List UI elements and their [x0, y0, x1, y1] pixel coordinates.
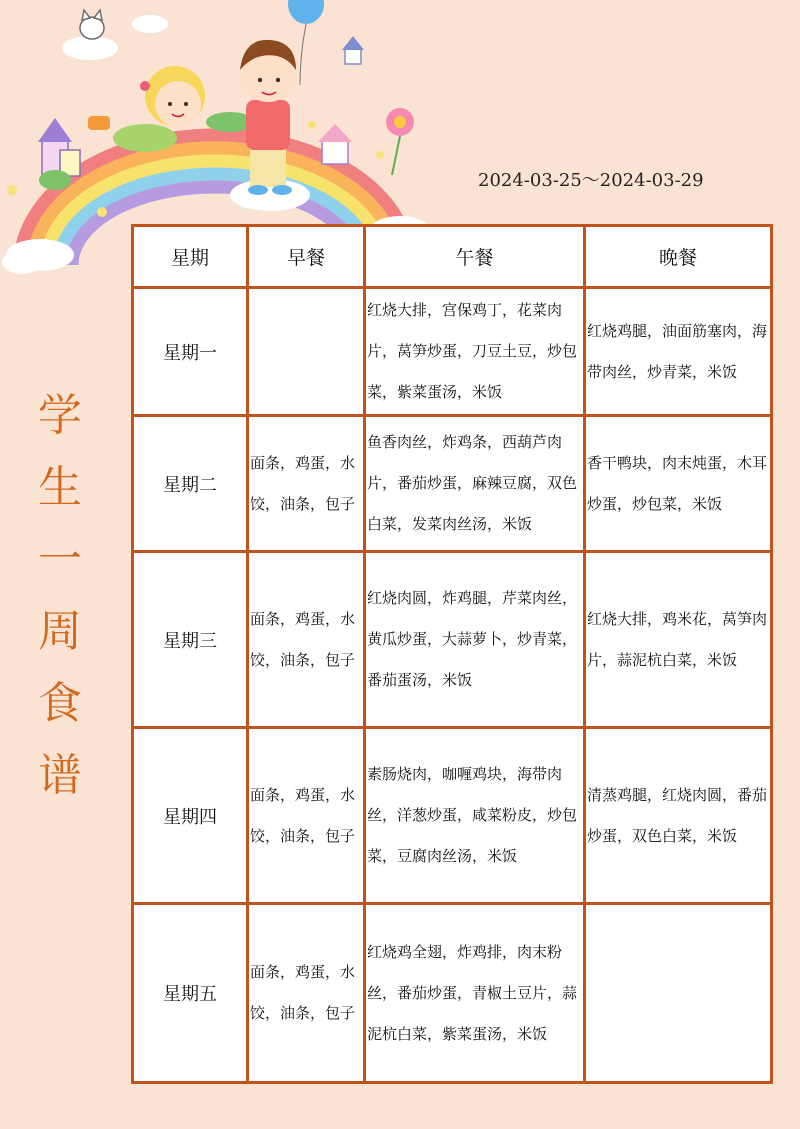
title-char: 食	[38, 678, 82, 729]
breakfast-cell	[248, 288, 365, 416]
date-range: 2024-03-25～2024-03-29	[478, 170, 704, 191]
cat	[80, 10, 104, 39]
lunch-cell: 红烧大排，宫保鸡丁，花菜肉片，莴笋炒蛋，刀豆土豆，炒包菜，紫菜蛋汤，米饭	[365, 288, 585, 416]
dinner-cell: 红烧大排，鸡米花，莴笋肉片，蒜泥杭白菜，米饭	[585, 552, 772, 728]
dinner-cell	[585, 904, 772, 1083]
lunch-cell: 红烧鸡全翅，炸鸡排，肉末粉丝，番茄炒蛋，青椒土豆片，蒜泥杭白菜，紫菜蛋汤，米饭	[365, 904, 585, 1083]
flower-big	[386, 108, 414, 175]
day-cell: 星期一	[133, 288, 248, 416]
breakfast-cell: 面条，鸡蛋，水饺，油条，包子	[248, 552, 365, 728]
title-char: 一	[38, 534, 82, 585]
table-row	[133, 728, 772, 904]
lunch-cell: 红烧肉圆，炸鸡腿，芹菜肉丝，黄瓜炒蛋，大蒜萝卜，炒青菜，番茄蛋汤，米饭	[365, 552, 585, 728]
breakfast-cell: 面条，鸡蛋，水饺，油条，包子	[248, 416, 365, 552]
breakfast-cell: 面条，鸡蛋，水饺，油条，包子	[248, 904, 365, 1083]
header-lunch: 午餐	[365, 226, 585, 288]
house-right	[318, 36, 364, 164]
header-dinner: 晚餐	[585, 226, 772, 288]
dinner-cell: 清蒸鸡腿，红烧肉圆，番茄炒蛋，双色白菜，米饭	[585, 728, 772, 904]
title-char: 周	[38, 606, 82, 657]
day-cell: 星期三	[133, 552, 248, 728]
table-row	[133, 416, 772, 552]
table-row	[133, 552, 772, 728]
dinner-cell: 香干鸭块，肉末炖蛋，木耳炒蛋，炒包菜，米饭	[585, 416, 772, 552]
dinner-cell: 红烧鸡腿，油面筋塞肉，海带肉丝，炒青菜，米饭	[585, 288, 772, 416]
table-row	[133, 904, 772, 1083]
lunch-cell: 鱼香肉丝，炸鸡条，西葫芦肉片，番茄炒蛋，麻辣豆腐，双色白菜，发菜肉丝汤，米饭	[365, 416, 585, 552]
title-char: 学	[38, 390, 82, 441]
title-char: 谱	[38, 750, 82, 801]
lunch-cell: 素肠烧肉，咖喱鸡块，海带肉丝，洋葱炒蛋，咸菜粉皮，炒包菜，豆腐肉丝汤，米饭	[365, 728, 585, 904]
day-cell: 星期二	[133, 416, 248, 552]
day-cell: 星期五	[133, 904, 248, 1083]
breakfast-cell: 面条，鸡蛋，水饺，油条，包子	[248, 728, 365, 904]
header-row	[133, 226, 772, 288]
vertical-title	[30, 380, 90, 812]
header-day: 星期	[133, 226, 248, 288]
house-left	[38, 118, 80, 176]
day-cell: 星期四	[133, 728, 248, 904]
weekly-menu-table	[131, 224, 773, 1084]
title-char: 生	[38, 462, 82, 513]
table-row	[133, 288, 772, 416]
header-breakfast: 早餐	[248, 226, 365, 288]
